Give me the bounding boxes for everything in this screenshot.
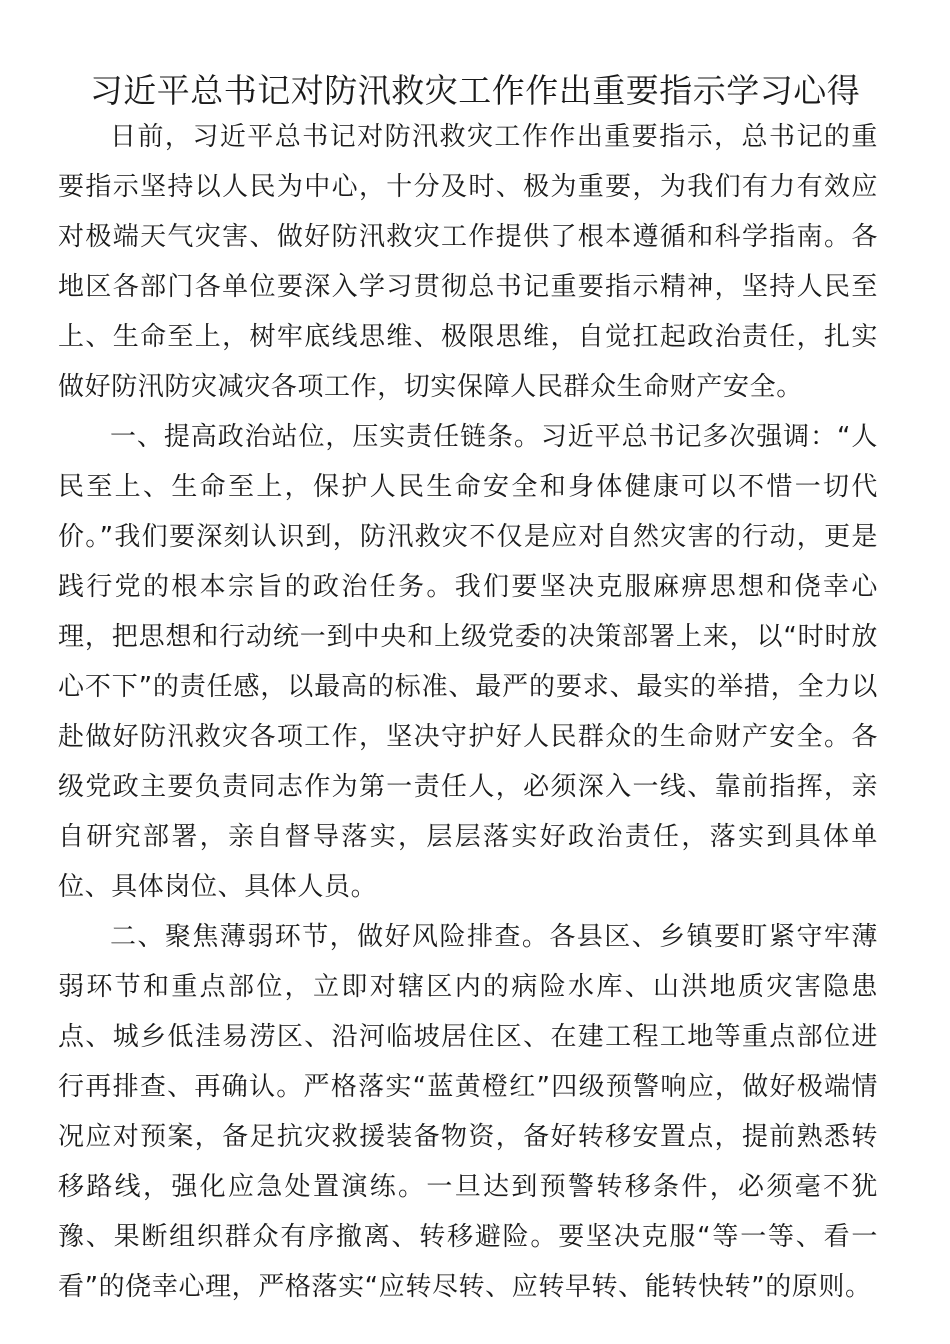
section-two-paragraph: 二、聚焦薄弱环节，做好风险排查。各县区、乡镇要盯紧守牢薄弱环节和重点部位，立即对辖区内的病险水库、山洪地质灾害隐患点、城乡低洼易涝区、沿河临坡居住区、在建工程工地等重点部位进行再排查、再确认。严格落实“蓝黄橙红”四级预警响应，做好极端情况应对预案，备足抗灾救援装备物资，备好转移安置点，提前熟悉转移路线，强化应急处置演练。一旦达到预警转移条件，必须毫不犹豫、果断组织群众有序撤离、转移避险。要坚决克服“等一等、看一看”的侥幸心理，严格落实“应转尽转、应转早转、能转快转”的原则。 bbox=[58, 922, 878, 1302]
document-title: 习近平总书记对防汛救灾工作作出重要指示学习心得 bbox=[89, 71, 861, 110]
intro-paragraph: 日前，习近平总书记对防汛救灾工作作出重要指示，总书记的重要指示坚持以人民为中心，十分及时、极为重要，为我们有力有效应对极端天气灾害、做好防汛救灾工作提供了根本遵循和科学指南。各地区各部门各单位要深入学习贯彻总书记重要指示精神，坚持人民至上、生命至上，树牢底线思维、极限思维，自觉扛起政治责任，扎实做好防汛防灾减灾各项工作，切实保障人民群众生命财产安全。 bbox=[58, 122, 878, 402]
section-one-paragraph: 一、提高政治站位，压实责任链条。习近平总书记多次强调：“人民至上、生命至上，保护人民生命安全和身体健康可以不惜一切代价。”我们要深刻认识到，防汛救灾不仅是应对自然灾害的行动，更是践行党的根本宗旨的政治任务。我们要坚决克服麻痹思想和侥幸心理，把思想和行动统一到中央和上级党委的决策部署上来，以“时时放心不下”的责任感，以最高的标准、最严的要求、最实的举措，全力以赴做好防汛救灾各项工作，坚决守护好人民群众的生命财产安全。各级党政主要负责同志作为第一责任人，必须深入一线、靠前指挥，亲自研究部署，亲自督导落实，层层落实好政治责任，落实到具体单位、具体岗位、具体人员。 bbox=[58, 422, 878, 902]
document-body bbox=[58, 112, 878, 1312]
